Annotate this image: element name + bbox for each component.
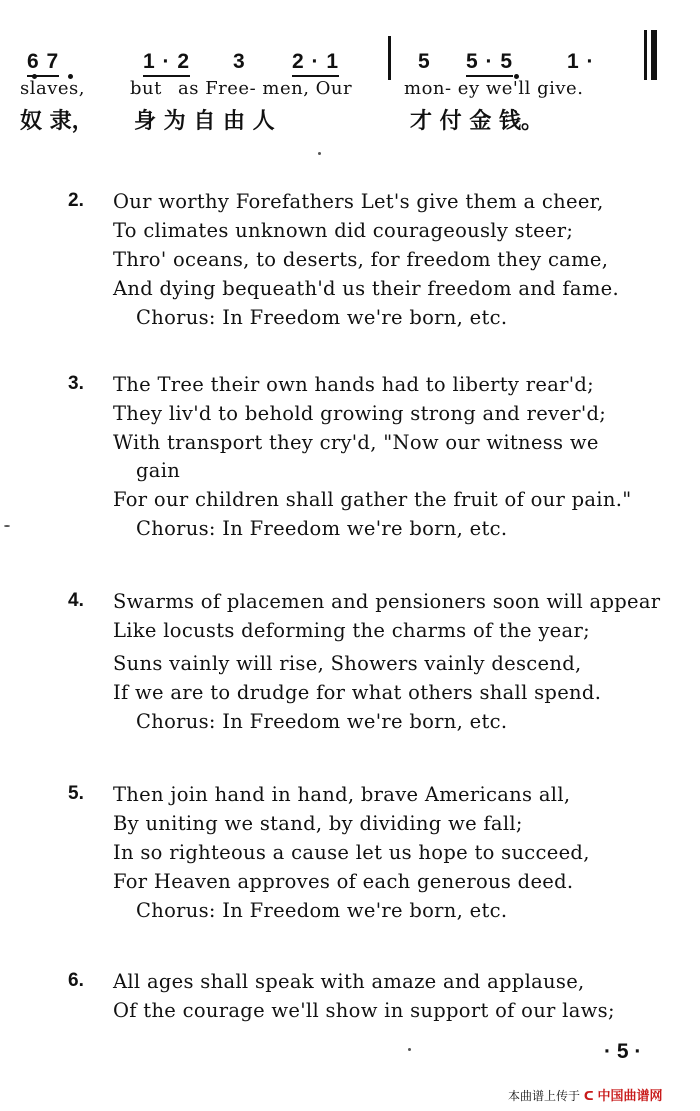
verse-line: And dying bequeath'd us their freedom and fame.	[113, 277, 619, 300]
lyric-zh-phrase: 才 付 金 钱。	[410, 109, 543, 134]
verse-line: Our worthy Forefathers Let's give them a cheer,	[113, 190, 604, 213]
scan-speck	[408, 1048, 411, 1051]
notation-group-4: 2 · 1	[292, 50, 339, 77]
lyric-syllable: as Free- men, Our	[178, 78, 353, 99]
notation-group-7: 1 ·	[567, 50, 595, 73]
verse-number: 2.	[68, 190, 84, 211]
final-bar-thick	[651, 30, 657, 80]
verse-line: Swarms of placemen and pensioners soon will appear	[113, 590, 661, 613]
verse-line: Thro' oceans, to deserts, for freedom they came,	[113, 248, 609, 271]
verse-number: 6.	[68, 970, 84, 991]
verse-line: Like locusts deforming the charms of the year;	[113, 619, 590, 642]
site-name: 中国曲谱网	[597, 1089, 663, 1104]
scan-speck	[4, 525, 10, 527]
english-lyric-line	[0, 78, 700, 100]
notation-group-6: 5 · 5	[466, 50, 513, 77]
verse-line: They liv'd to behold growing strong and rever'd;	[113, 402, 607, 425]
lyric-syllable: but	[130, 78, 162, 99]
notation-group-2: 1 · 2	[143, 50, 190, 77]
upload-credit	[508, 1085, 662, 1104]
verse-line: All ages shall speak with amaze and applause,	[113, 970, 585, 993]
notation-group-1: 6 7	[27, 50, 59, 77]
verse-line: For Heaven approves of each generous deed.	[113, 870, 574, 893]
notation-group-3: 3	[233, 50, 246, 73]
verse-line: Suns vainly will rise, Showers vainly descend,	[113, 652, 582, 675]
notation-group-5: 5	[418, 50, 431, 73]
credit-prefix: 本曲谱上传于	[508, 1089, 581, 1103]
chorus-line: Chorus: In Freedom we're born, etc.	[136, 899, 508, 922]
page-number: · 5 ·	[604, 1040, 642, 1063]
verse-number: 4.	[68, 590, 84, 611]
verse-line: With transport they cry'd, "Now our witness we	[113, 431, 599, 454]
lyric-zh-phrase: 身 为 自 由 人	[134, 109, 275, 134]
verse-number: 3.	[68, 373, 84, 394]
verse-line: If we are to drudge for what others shall spend.	[113, 681, 602, 704]
bar-line	[388, 36, 391, 80]
scan-speck	[318, 152, 321, 155]
chorus-line: Chorus: In Freedom we're born, etc.	[136, 306, 508, 329]
verse-line: To climates unknown did courageously steer;	[113, 219, 574, 242]
lyric-syllable: mon- ey we'll give.	[404, 78, 584, 99]
verse-line-continuation: gain	[136, 459, 181, 482]
verse-line: In so righteous a cause let us hope to succeed,	[113, 841, 590, 864]
site-logo-icon: ᑕ	[583, 1089, 594, 1103]
chorus-line: Chorus: In Freedom we're born, etc.	[136, 710, 508, 733]
verse-line: Then join hand in hand, brave Americans all,	[113, 783, 571, 806]
verse-number: 5.	[68, 783, 84, 804]
lyric-syllable: slaves,	[20, 78, 86, 99]
verse-line: For our children shall gather the fruit of our pain."	[113, 488, 632, 511]
verse-line: The Tree their own hands had to liberty rear'd;	[113, 373, 595, 396]
verse-line: By uniting we stand, by dividing we fall;	[113, 812, 523, 835]
lyric-zh-phrase: 奴 隶，	[20, 109, 94, 134]
verse-line: Of the courage we'll show in support of our laws;	[113, 999, 615, 1022]
chorus-line: Chorus: In Freedom we're born, etc.	[136, 517, 508, 540]
final-bar-thin	[644, 30, 647, 80]
chinese-lyric-line	[0, 104, 700, 134]
